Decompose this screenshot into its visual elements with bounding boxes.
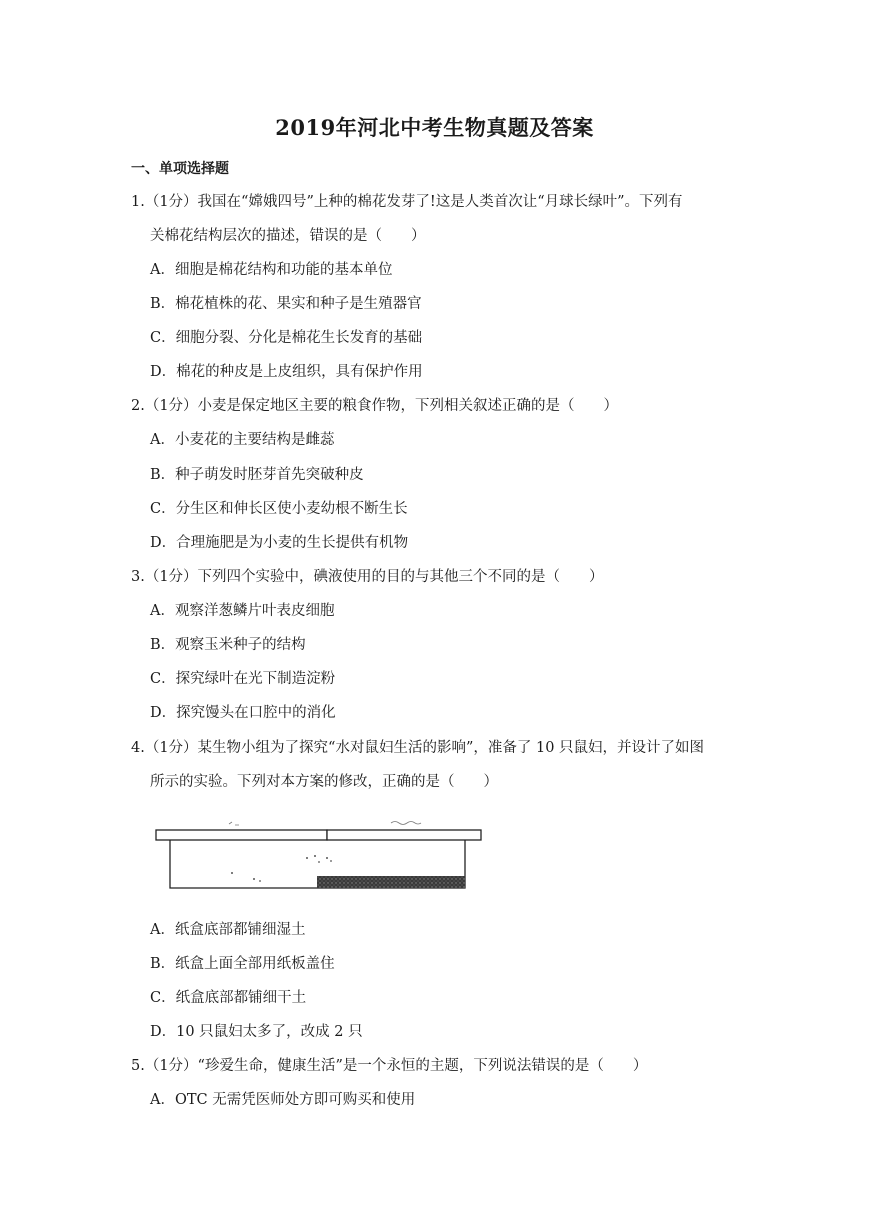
question-1-option-c: C．细胞分裂、分化是棉花生长发育的基础 [150,330,423,346]
question-1-option-d: D．棉花的种皮是上皮组织，具有保护作用 [150,364,423,380]
question-4-stem: 4.（1分）某生物小组为了探究“水对鼠妇生活的影响”，准备了 10 只鼠妇，并设计了如图 [131,740,705,756]
question-2-stem: 2.（1分）小麦是保定地区主要的粮食作物，下列相关叙述正确的是（ ） [131,398,619,414]
question-3-option-d: D．探究馒头在口腔中的消化 [150,705,336,721]
cover-board-right [327,830,481,840]
cover-board-left [156,830,327,840]
question-1-stem: 1.（1分）我国在“嫦娥四号”上种的棉花发芽了!这是人类首次让“月球长绿叶”。下列有 [131,194,683,210]
section-heading: 一、单项选择题 [131,161,229,177]
question-2-option-a: A．小麦花的主要结构是雌蕊 [150,432,335,448]
question-5-option-a: A．OTC 无需凭医师处方即可购买和使用 [150,1092,416,1108]
question-3-option-b: B．观察玉米种子的结构 [150,637,306,653]
question-4-stem-continued: 所示的实验。下列对本方案的修改，正确的是（ ） [150,774,498,790]
question-1-stem-continued: 关棉花结构层次的描述，错误的是（ ） [150,228,426,244]
woodlouse-experiment-figure [155,818,483,894]
cover-mark-left [229,822,239,825]
question-4-option-c: C．纸盒底部都铺细干土 [150,990,307,1006]
woodlouse-dots [231,855,332,882]
question-1-option-b: B．棉花植株的花、果实和种子是生殖器官 [150,296,422,312]
question-3-option-a: A．观察洋葱鳞片叶表皮细胞 [150,603,335,619]
question-3-option-c: C．探究绿叶在光下制造淀粉 [150,671,336,687]
moist-soil-texture [317,876,465,888]
question-3-stem: 3.（1分）下列四个实验中，碘液使用的目的与其他三个不同的是（ ） [131,569,604,585]
question-1-option-a: A．细胞是棉花结构和功能的基本单位 [150,262,393,278]
question-5-stem: 5.（1分）“珍爱生命，健康生活”是一个永恒的主题，下列说法错误的是（ ） [131,1058,648,1074]
question-2-option-d: D．合理施肥是为小麦的生长提供有机物 [150,535,409,551]
question-2-option-c: C．分生区和伸长区使小麦幼根不断生长 [150,501,408,517]
question-4-option-b: B．纸盒上面全部用纸板盖住 [150,956,335,972]
question-4-option-d: D．10 只鼠妇太多了，改成 2 只 [150,1024,363,1040]
question-4-option-a: A．纸盒底部都铺细湿土 [150,922,306,938]
cover-mark-right [391,822,421,825]
document-title: 2019年河北中考生物真题及答案 [275,115,594,140]
question-2-option-b: B．种子萌发时胚芽首先突破种皮 [150,467,364,483]
